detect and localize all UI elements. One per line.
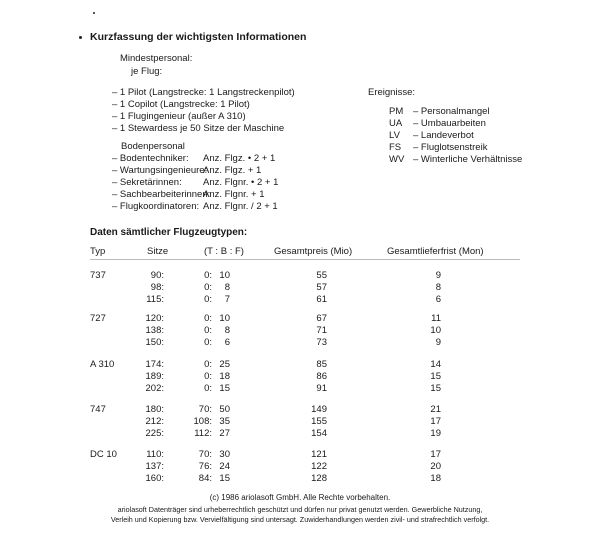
crew-item: – 1 Pilot (Langstrecke: 1 Langstreckenpilot) xyxy=(112,87,295,98)
cell-tbf-first: 70: xyxy=(198,449,212,460)
cell-tbf-first: 0: xyxy=(204,294,212,305)
cell-lieferfrist: 9 xyxy=(435,270,441,281)
cell-tbf-second: 6 xyxy=(224,337,230,348)
cell-sitze: 212: xyxy=(145,416,164,427)
cell-tbf-first: 0: xyxy=(204,383,212,394)
col-header-sitze: Sitze xyxy=(147,246,169,257)
cell-lieferfrist: 18 xyxy=(430,473,441,484)
col-header-tbf: (T : B : F) xyxy=(204,246,244,257)
cell-tbf-second: 15 xyxy=(219,473,230,484)
cell-tbf-second: 8 xyxy=(224,325,230,336)
cell-lieferfrist: 20 xyxy=(430,461,441,472)
cell-sitze: 160: xyxy=(145,473,164,484)
cell-tbf-second: 7 xyxy=(224,294,230,305)
cell-tbf-first: 0: xyxy=(204,270,212,281)
ground-role: – Bodentechniker: xyxy=(112,153,189,164)
cell-lieferfrist: 19 xyxy=(430,428,441,439)
ereignisse-heading: Ereignisse: xyxy=(368,87,415,98)
cell-tbf-first: 108: xyxy=(193,416,212,427)
cell-sitze: 138: xyxy=(145,325,164,336)
cell-lieferfrist: 17 xyxy=(430,449,441,460)
table-title: Daten sämtlicher Flugzeugtypen: xyxy=(90,227,248,238)
cell-lieferfrist: 6 xyxy=(435,294,441,305)
event-label: – Umbauarbeiten xyxy=(413,118,486,129)
aircraft-type: 737 xyxy=(90,270,106,281)
event-label: – Landeverbot xyxy=(413,130,474,141)
cell-gesamtpreis: 155 xyxy=(311,416,327,427)
cell-tbf-second: 10 xyxy=(219,313,230,324)
cell-tbf-first: 0: xyxy=(204,313,212,324)
cell-tbf-first: 76: xyxy=(198,461,212,472)
ground-formula: Anz. Flgz. • 2 + 1 xyxy=(203,153,276,164)
event-label: – Winterliche Verhältnisse xyxy=(413,154,523,165)
cell-sitze: 110: xyxy=(146,449,164,460)
event-code: WV xyxy=(389,154,405,165)
cell-sitze: 180: xyxy=(145,404,164,415)
cell-gesamtpreis: 55 xyxy=(316,270,327,281)
cell-gesamtpreis: 91 xyxy=(316,383,327,394)
cell-tbf-second: 18 xyxy=(219,371,230,382)
cell-lieferfrist: 15 xyxy=(430,383,441,394)
aircraft-type: A 310 xyxy=(90,359,115,370)
cell-tbf-first: 0: xyxy=(204,359,212,370)
aircraft-type: 747 xyxy=(90,404,106,415)
cell-sitze: 120: xyxy=(145,313,164,324)
cell-sitze: 189: xyxy=(145,371,164,382)
legal-notice-line: Verleih und Kopierung bzw. Vervielfältigung sind untersagt. Zuwiderhandlungen werden zivil- und strafrechtlich verfolgt. xyxy=(110,515,490,524)
je-flug-label: je Flug: xyxy=(131,66,163,77)
cell-tbf-first: 0: xyxy=(204,325,212,336)
crew-item: – 1 Copilot (Langstrecke: 1 Pilot) xyxy=(112,99,250,110)
cell-lieferfrist: 9 xyxy=(435,337,441,348)
event-code: UA xyxy=(389,118,403,129)
ground-formula: Anz. Flgnr. + 1 xyxy=(203,189,265,200)
cell-gesamtpreis: 61 xyxy=(316,294,327,305)
cell-tbf-second: 8 xyxy=(224,282,230,293)
bullet-dot xyxy=(79,36,82,39)
event-label: – Personalmangel xyxy=(413,106,490,117)
cell-gesamtpreis: 67 xyxy=(316,313,327,324)
cell-tbf-second: 25 xyxy=(219,359,230,370)
cell-gesamtpreis: 86 xyxy=(316,371,327,382)
event-code: PM xyxy=(389,106,404,117)
copyright-line: (c) 1986 ariolasoft GmbH. Alle Rechte vorbehalten. xyxy=(209,493,391,502)
ground-role: – Flugkoordinatoren: xyxy=(112,201,200,212)
col-header-typ: Typ xyxy=(90,246,106,257)
header-rule xyxy=(90,259,520,260)
aircraft-type: 727 xyxy=(90,313,106,324)
cell-lieferfrist: 11 xyxy=(431,313,441,324)
cell-tbf-second: 10 xyxy=(219,270,230,281)
cell-tbf-second: 35 xyxy=(219,416,230,427)
cell-gesamtpreis: 122 xyxy=(311,461,327,472)
cell-lieferfrist: 15 xyxy=(430,371,441,382)
cell-lieferfrist: 14 xyxy=(430,359,441,370)
cell-gesamtpreis: 85 xyxy=(316,359,327,370)
cell-sitze: 98: xyxy=(150,282,164,293)
event-code: LV xyxy=(389,130,400,141)
cell-tbf-first: 0: xyxy=(204,337,212,348)
cell-tbf-second: 27 xyxy=(219,428,230,439)
cell-gesamtpreis: 149 xyxy=(311,404,327,415)
stray-dot xyxy=(93,12,95,14)
cell-tbf-second: 30 xyxy=(219,449,230,460)
crew-item: – 1 Flugingenieur (außer A 310) xyxy=(112,111,246,122)
crew-item: – 1 Stewardess je 50 Sitze der Maschine xyxy=(112,123,285,134)
cell-sitze: 174: xyxy=(145,359,164,370)
cell-lieferfrist: 21 xyxy=(430,404,441,415)
cell-tbf-first: 112: xyxy=(194,428,212,439)
cell-gesamtpreis: 57 xyxy=(316,282,327,293)
cell-sitze: 90: xyxy=(150,270,164,281)
bodenpersonal-heading: Bodenpersonal xyxy=(121,141,185,152)
cell-sitze: 137: xyxy=(145,461,164,472)
col-header-lieferfrist: Gesamtlieferfrist (Mon) xyxy=(387,246,484,257)
cell-sitze: 150: xyxy=(145,337,164,348)
aircraft-type: DC 10 xyxy=(90,449,117,460)
ground-role: – Wartungsingenieure: xyxy=(112,165,208,176)
col-header-preis: Gesamtpreis (Mio) xyxy=(274,246,353,257)
page-title: Kurzfassung der wichtigsten Informationen xyxy=(90,31,307,43)
cell-sitze: 115: xyxy=(146,294,164,305)
ground-formula: Anz. Flgnr. / 2 + 1 xyxy=(203,201,278,212)
cell-tbf-first: 0: xyxy=(204,371,212,382)
cell-lieferfrist: 8 xyxy=(435,282,441,293)
cell-gesamtpreis: 121 xyxy=(311,449,327,460)
event-code: FS xyxy=(389,142,402,153)
cell-tbf-first: 84: xyxy=(198,473,212,484)
cell-lieferfrist: 17 xyxy=(430,416,441,427)
cell-gesamtpreis: 71 xyxy=(316,325,327,336)
cell-gesamtpreis: 73 xyxy=(316,337,327,348)
cell-tbf-first: 0: xyxy=(204,282,212,293)
mindestpersonal-heading: Mindestpersonal: xyxy=(120,53,193,64)
cell-tbf-second: 15 xyxy=(219,383,230,394)
cell-lieferfrist: 10 xyxy=(430,325,441,336)
cell-gesamtpreis: 154 xyxy=(311,428,327,439)
ground-formula: Anz. Flgz. + 1 xyxy=(203,165,262,176)
cell-tbf-second: 50 xyxy=(219,404,230,415)
cell-tbf-second: 24 xyxy=(219,461,230,472)
event-label: – Fluglotsenstreik xyxy=(413,142,488,153)
ground-role: – Sachbearbeiterinnen: xyxy=(112,189,211,200)
ground-role: – Sekretärinnen: xyxy=(112,177,182,188)
cell-gesamtpreis: 128 xyxy=(311,473,327,484)
cell-sitze: 225: xyxy=(145,428,164,439)
cell-tbf-first: 70: xyxy=(198,404,212,415)
cell-sitze: 202: xyxy=(145,383,164,394)
legal-notice-line: ariolasoft Datenträger sind urheberrechtlich geschützt und dürfen nur privat genutzt werden. Gewerbliche Nutzung, xyxy=(117,505,483,514)
ground-formula: Anz. Flgnr. • 2 + 1 xyxy=(203,177,279,188)
